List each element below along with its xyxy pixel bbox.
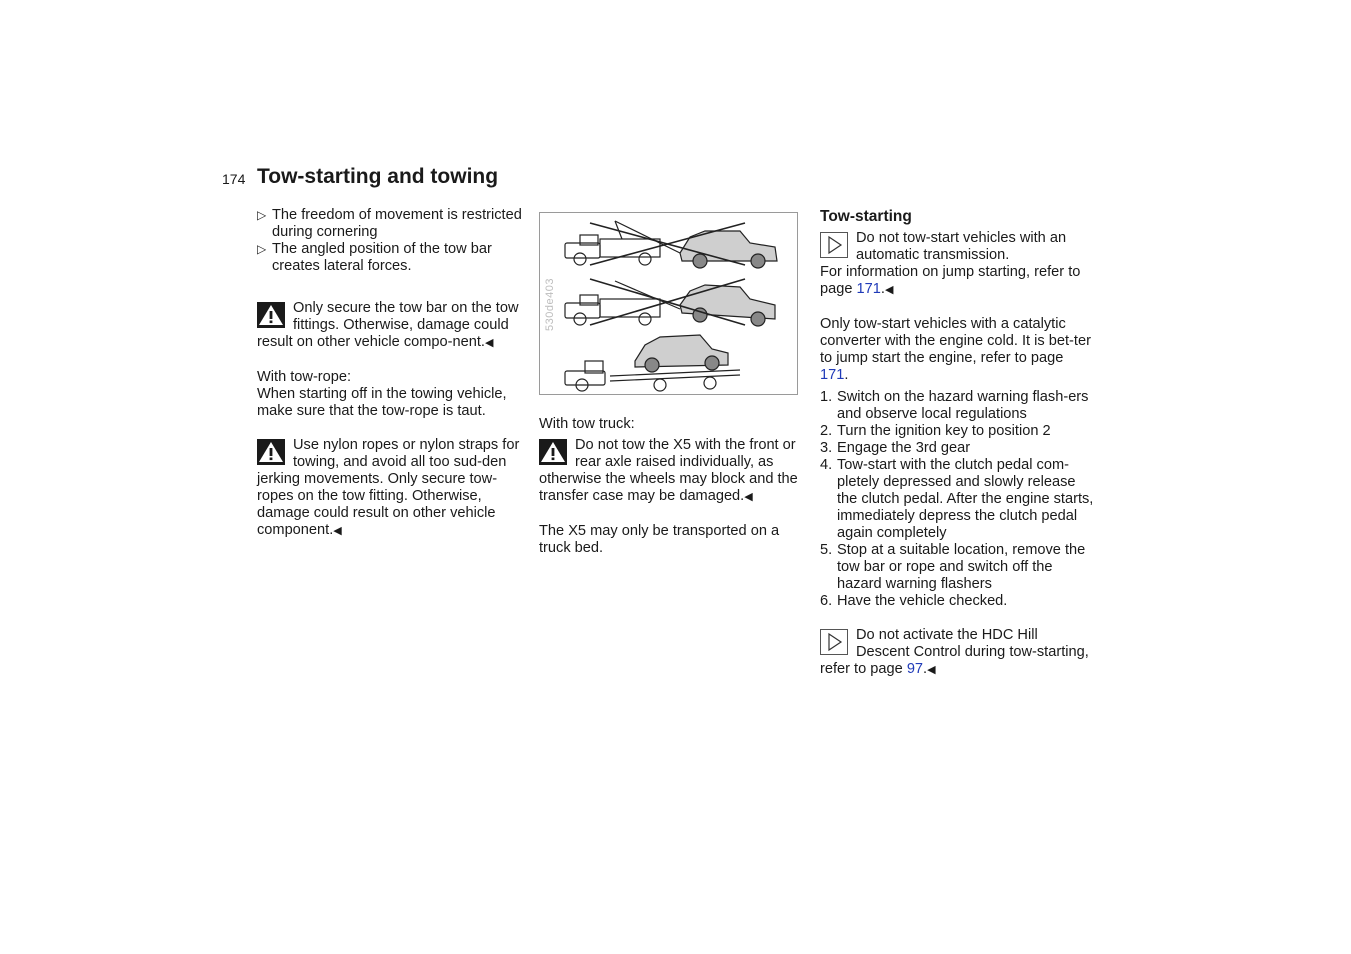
step-text: Have the vehicle checked. (837, 593, 1008, 609)
step-text: Turn the ignition key to position 2 (837, 423, 1051, 439)
bullet-marker: ▷ (257, 242, 267, 256)
end-marker-icon: ◀ (744, 491, 753, 503)
end-marker-icon: ◀ (927, 664, 936, 676)
end-marker-icon: ◀ (333, 525, 342, 537)
list-item (820, 457, 1095, 542)
truck-bed-text: The X5 may only be transported on a truck bed. (539, 523, 780, 556)
end-marker-icon: ◀ (884, 284, 894, 296)
tow-vehicles-drawing (540, 213, 797, 394)
warning-note (539, 437, 804, 506)
warning-triangle-icon (257, 439, 285, 465)
step-number: 5. (820, 542, 833, 558)
list-item (820, 440, 1095, 457)
warning-note (257, 437, 527, 540)
step-number: 1. (820, 389, 833, 405)
note-text: Do not activate the HDC Hill Descent Control during tow-starting, refer to page (820, 627, 1089, 677)
step-number: 4. (820, 457, 833, 473)
bullet-text: The angled position of the tow bar creates lateral forces. (272, 241, 492, 274)
list-item (257, 207, 527, 241)
steps-list (820, 389, 1095, 610)
note-arrow-icon (820, 629, 848, 655)
tow-truck-heading: With tow truck: (539, 416, 635, 432)
note-text: Do not tow-start vehicles with an automatic transmission. (856, 230, 1067, 263)
end-marker-icon: ◀ (484, 337, 494, 349)
list-item (257, 241, 527, 275)
warning-triangle-icon (539, 439, 567, 465)
step-text: Stop at a suitable location, remove the tow bar or rope and switch off the hazard warning flashers (837, 542, 1086, 592)
page-link[interactable]: 171 (820, 367, 845, 383)
page-title: Tow-starting and towing (257, 165, 499, 188)
list-item (820, 542, 1095, 593)
note-arrow-icon (820, 232, 848, 258)
bullet-text: The freedom of movement is restricted during cornering (272, 207, 522, 240)
column-middle (539, 212, 804, 557)
info-note: Do not activate the HDC Hill Descent Control during tow-starting, refer to page 97.◀ (820, 627, 1089, 677)
step-number: 6. (820, 593, 833, 609)
step-number: 3. (820, 440, 833, 456)
list-item (820, 423, 1095, 440)
warning-text: Do not tow the X5 with the front or rear axle raised individually, as otherwise the wheels may block and the transfer case may be damaged. (539, 437, 798, 504)
towing-illustration (539, 212, 798, 395)
column-right (820, 207, 1095, 679)
note-text-cont: For information on jump starting, refer to page (820, 264, 1081, 297)
warning-text: Use nylon ropes or nylon straps for towing, and avoid all too sud-den jerking movements. Only secure tow-ropes on the tow fitting. Otherwise, damage could result on other vehicle component. (257, 437, 520, 538)
page-number: 174 (222, 171, 246, 187)
figure-code: 530de403 (544, 278, 556, 331)
catalytic-paragraph: Only tow-start vehicles with a catalytic converter with the engine cold. It is bet-ter to jump start the engine, refer to page 171. (820, 316, 1091, 383)
tow-rope-text: When starting off in the towing vehicle, make sure that the tow-rope is taut. (257, 386, 507, 419)
list-item (820, 389, 1095, 423)
step-number: 2. (820, 423, 833, 439)
warning-note (257, 300, 527, 352)
info-note: Do not tow-start vehicles with an automatic transmission. For information on jump starting, refer to page 171.◀ (820, 230, 1081, 297)
bullet-marker: ▷ (257, 208, 267, 222)
warning-triangle-icon (257, 302, 285, 328)
section-heading: Tow-starting (820, 208, 912, 225)
step-text: Switch on the hazard warning flash-ers and observe local regulations (837, 389, 1089, 422)
step-text: Tow-start with the clutch pedal com-pletely depressed and slowly release the clutch pedal. After the engine starts, immediately depress the clutch pedal again completely (837, 457, 1094, 541)
catalytic-text: Only tow-start vehicles with a catalytic converter with the engine cold. It is bet-ter to jump start the engine, refer to page (820, 316, 1091, 366)
page-link[interactable]: 171 (856, 281, 881, 297)
tow-rope-heading: With tow-rope: (257, 369, 352, 385)
warning-text: Only secure the tow bar on the tow fittings. Otherwise, damage could result on other vehicle compo-nent. (257, 300, 519, 350)
step-text: Engage the 3rd gear (837, 440, 971, 456)
page-link[interactable]: 97 (906, 661, 924, 677)
column-left (257, 207, 527, 540)
list-item (820, 593, 1095, 610)
